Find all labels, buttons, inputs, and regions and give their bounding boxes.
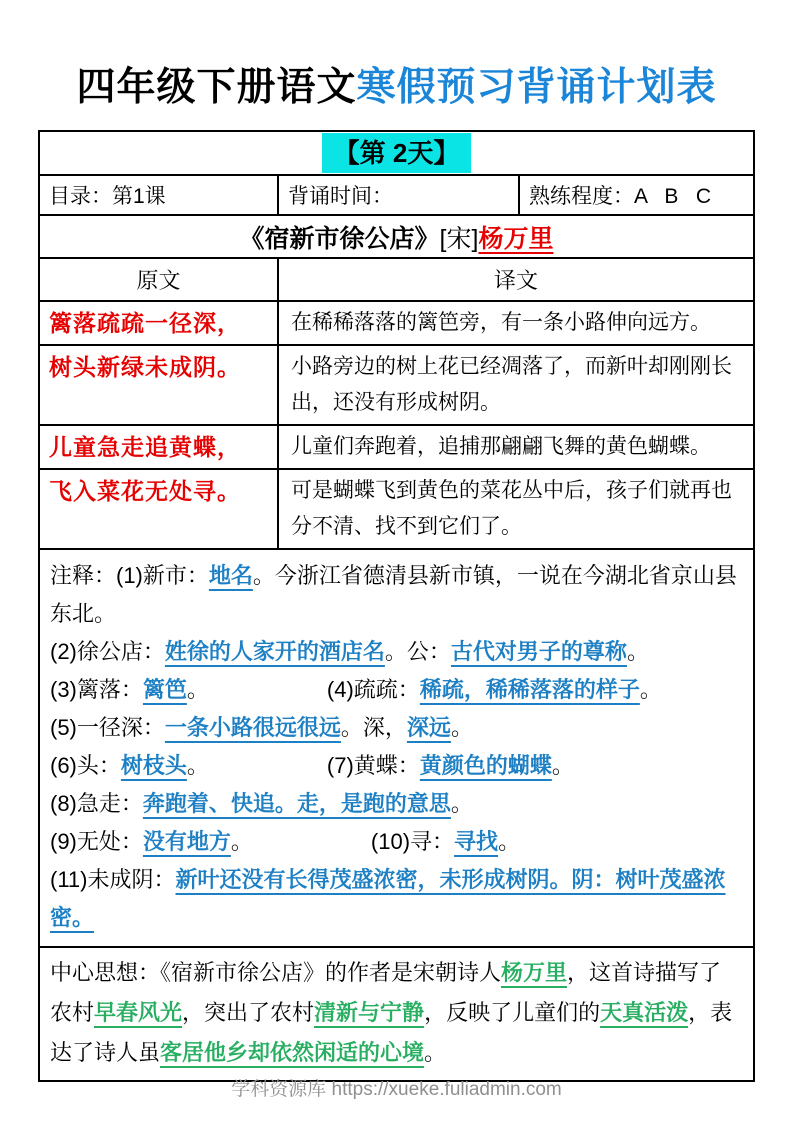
notes-section [40,548,753,946]
page-title-blue: 寒假预习背诵计划表 [356,66,717,109]
note-line-5: (6)头：树枝头。 (7)黄蝶：黄颜色的蝴蝶。 [50,753,574,778]
note-line-4: (5)一径深：一条小路很远很远。深，深远。 [50,715,473,740]
poem-row-2 [40,344,753,424]
poem-row-3 [40,424,753,468]
poem-row-1 [40,300,753,344]
translation-cell: 儿童们奔跑着，追捕那翩翩飞舞的黄色蝴蝶。 [277,426,753,468]
original-cell: 篱落疏疏一径深， [49,310,241,336]
note-line-7: (9)无处：没有地方。 (10)寻：寻找。 [50,829,521,854]
recite-time-cell: 背诵时间： [277,176,518,214]
note-line-3: (3)篱落：篱笆。 (4)疏疏：稀疏，稀稀落落的样子。 [50,677,662,702]
original-cell: 儿童急走追黄蝶， [49,434,241,460]
central-idea-section [40,946,753,1080]
poem-row-4 [40,468,753,548]
column-header-original: 原文 [136,268,181,293]
note-line-2: (2)徐公店：姓徐的人家开的酒店名。公：古代对男子的尊称。 [50,639,649,664]
column-header-row [40,257,753,300]
note-line-1: 注释：(1)新市：地名。今浙江省德清县新市镇，一说在今湖北省京山县东北。 [50,563,737,626]
poem-title-row [40,214,753,257]
original-cell: 树头新绿未成阴。 [49,354,241,380]
toc-cell: 目录：第1课 [49,185,166,208]
column-header-translation: 译文 [277,259,753,300]
original-cell: 飞入菜花无处寻。 [49,478,241,504]
note-line-6: (8)急走：奔跑着、快追。走，是跑的意思。 [50,791,473,816]
page-title-black: 四年级下册语文 [76,66,357,109]
day-badge: 【第 2天】 [322,133,472,173]
poem-title: 《宿新市徐公店》[宋]杨万里 [239,224,554,253]
translation-cell: 可是蝴蝶飞到黄色的菜花丛中后，孩子们就再也分不清、找不到它们了。 [277,470,753,548]
study-plan-table [38,130,755,1082]
page-title [0,56,793,112]
translation-cell: 小路旁边的树上花已经凋落了，而新叶却刚刚长出，还没有形成树阴。 [277,346,753,424]
central-idea-text: 中心思想：《宿新市徐公店》的作者是宋朝诗人杨万里，这首诗描写了农村早春风光，突出了农村清新与宁静，反映了儿童们的天真活泼，表达了诗人虽客居他乡却依然闲适的心境。 [50,960,733,1065]
translation-cell: 在稀稀落落的篱笆旁，有一条小路伸向远方。 [277,302,753,344]
meta-row [40,174,753,214]
proficiency-cell: 熟练程度：A B C [518,176,753,214]
day-header-row [40,132,753,174]
footer-source: 学科资源库 https://xueke.fuliadmin.com [231,1079,562,1100]
note-line-8: (11)未成阴：新叶还没有长得茂盛浓密，未形成树阴。阴：树叶茂盛浓密。 [50,867,726,930]
